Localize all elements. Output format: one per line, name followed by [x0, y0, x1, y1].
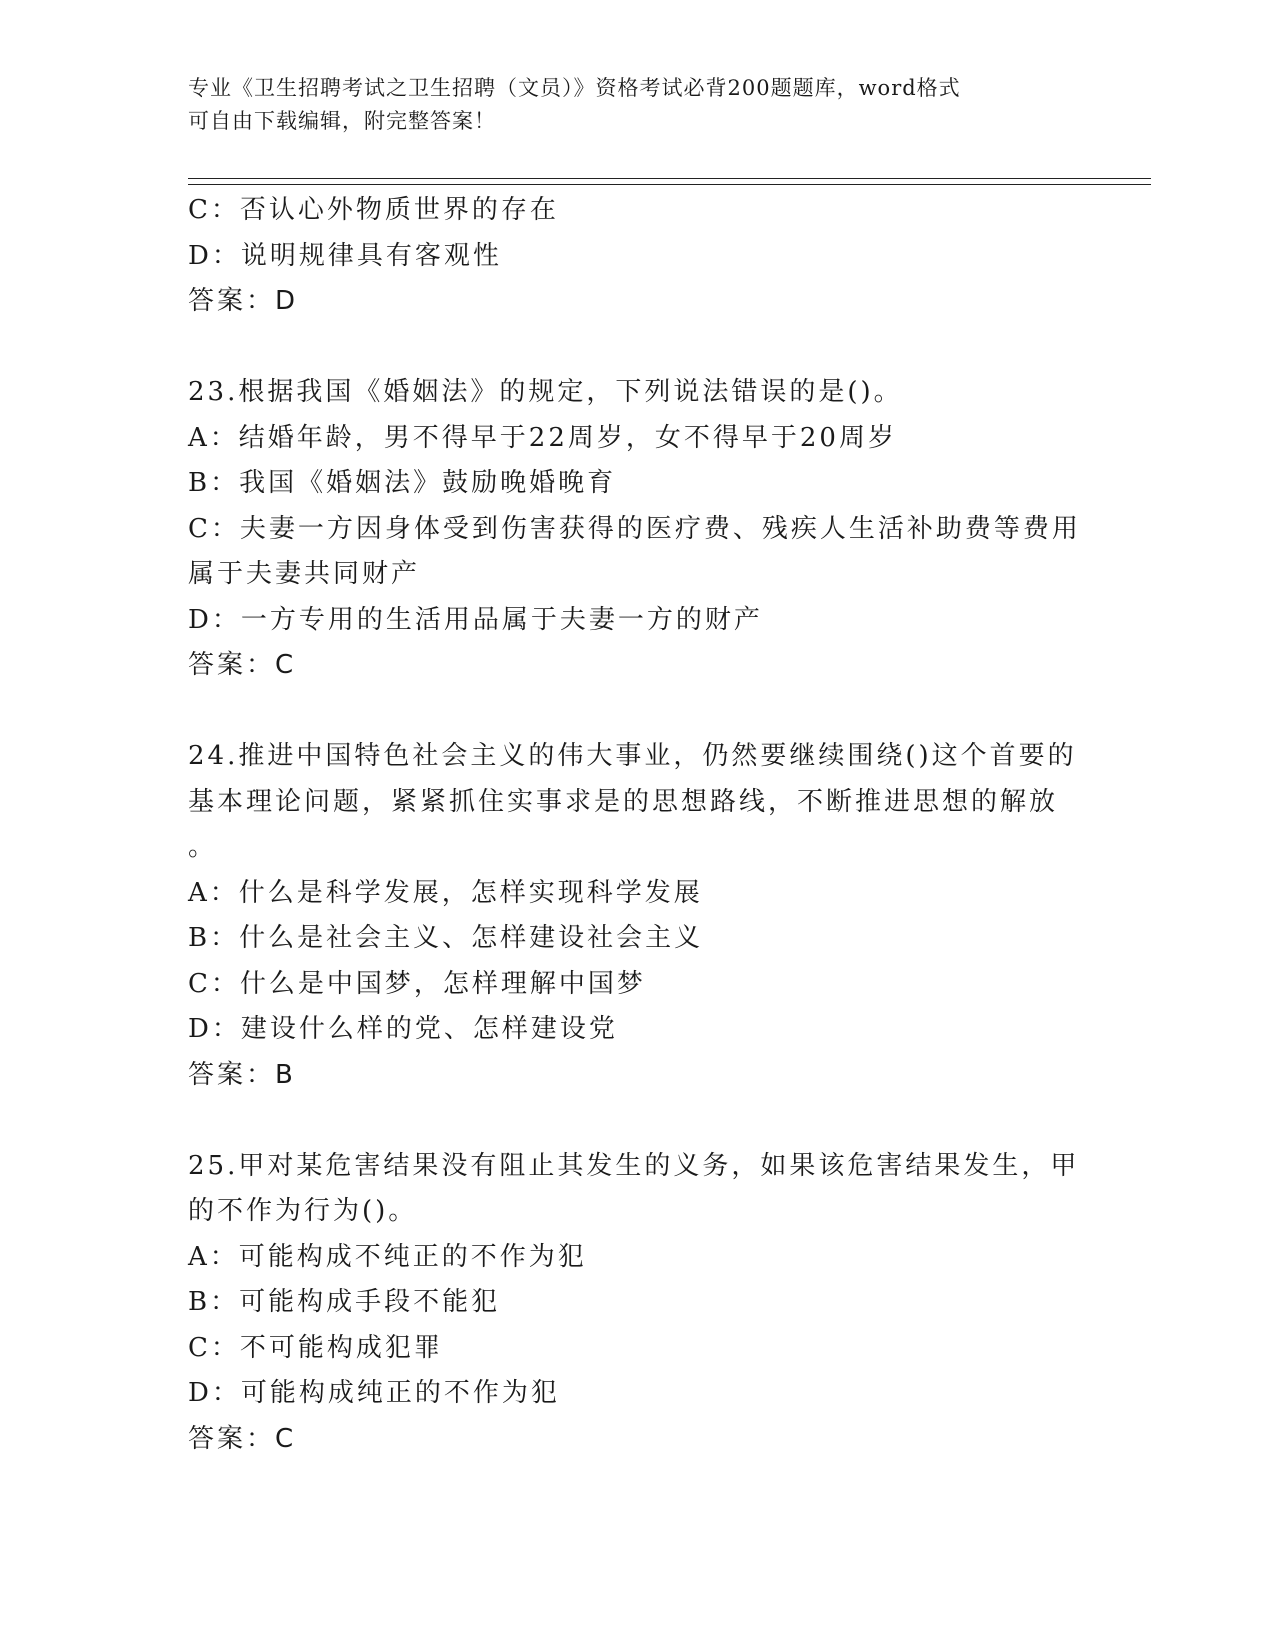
- option-d: D：说明规律具有客观性: [188, 240, 502, 271]
- question-1: [188, 370, 1088, 689]
- option-c: C：什么是中国梦，怎样理解中国梦: [188, 968, 646, 999]
- previous-question-tail: [188, 188, 1088, 325]
- question-text-line: 25.甲对某危害结果没有阻止其发生的义务，如果该危害结果发生，甲: [188, 1150, 1080, 1181]
- option-d: D：可能构成纯正的不作为犯: [188, 1378, 560, 1408]
- header-line-2: 可自由下载编辑，附完整答案！: [188, 109, 496, 133]
- question-text-line: 基本理论问题，紧紧抓住实事求是的思想路线，不断推进思想的解放: [188, 786, 1059, 817]
- option-c: C：夫妻一方因身体受到伤害获得的医疗费、残疾人生活补助费等费用: [188, 513, 1081, 544]
- document-body: [188, 188, 1088, 1462]
- option-c: C：不可能构成犯罪: [188, 1332, 443, 1363]
- header-divider: [188, 178, 1151, 185]
- option-a: A：结婚年龄，男不得早于22周岁，女不得早于20周岁: [188, 422, 897, 453]
- question-list: [188, 325, 1088, 1463]
- option-b: B：什么是社会主义、怎样建设社会主义: [188, 923, 704, 953]
- question-spacer: [188, 689, 1088, 735]
- option-d: D：建设什么样的党、怎样建设党: [188, 1014, 618, 1044]
- question-text-line: 的不作为行为()。: [188, 1196, 418, 1226]
- question-text-line: 24.推进中国特色社会主义的伟大事业，仍然要继续围绕()这个首要的: [188, 741, 1077, 771]
- question-spacer: [188, 1098, 1088, 1144]
- option-b: B：我国《婚姻法》鼓励晚婚晚育: [188, 468, 617, 498]
- option-a: A：什么是科学发展，怎样实现科学发展: [188, 877, 703, 908]
- option-d: D：一方专用的生活用品属于夫妻一方的财产: [188, 604, 763, 635]
- option-b: B：可能构成手段不能犯: [188, 1287, 501, 1317]
- question-2: [188, 734, 1088, 1098]
- answer: 答案：C: [188, 1423, 297, 1454]
- option-c: C：否认心外物质世界的存在: [188, 195, 559, 225]
- option-a: A：可能构成不纯正的不作为犯: [188, 1241, 587, 1272]
- answer: 答案：C: [188, 650, 297, 680]
- header-line-1: 专业《卫生招聘考试之卫生招聘（文员）》资格考试必背200题题库，word格式: [188, 76, 961, 100]
- question-text-line: 23.根据我国《婚姻法》的规定，下列说法错误的是()。: [188, 377, 903, 407]
- question-text-line: 。: [188, 832, 218, 862]
- page-header: [188, 72, 1068, 138]
- answer: 答案：B: [188, 1059, 296, 1090]
- question-spacer: [188, 325, 1088, 371]
- option-c-continued: 属于夫妻共同财产: [188, 559, 421, 589]
- answer: 答案：D: [188, 286, 299, 316]
- question-3: [188, 1144, 1088, 1463]
